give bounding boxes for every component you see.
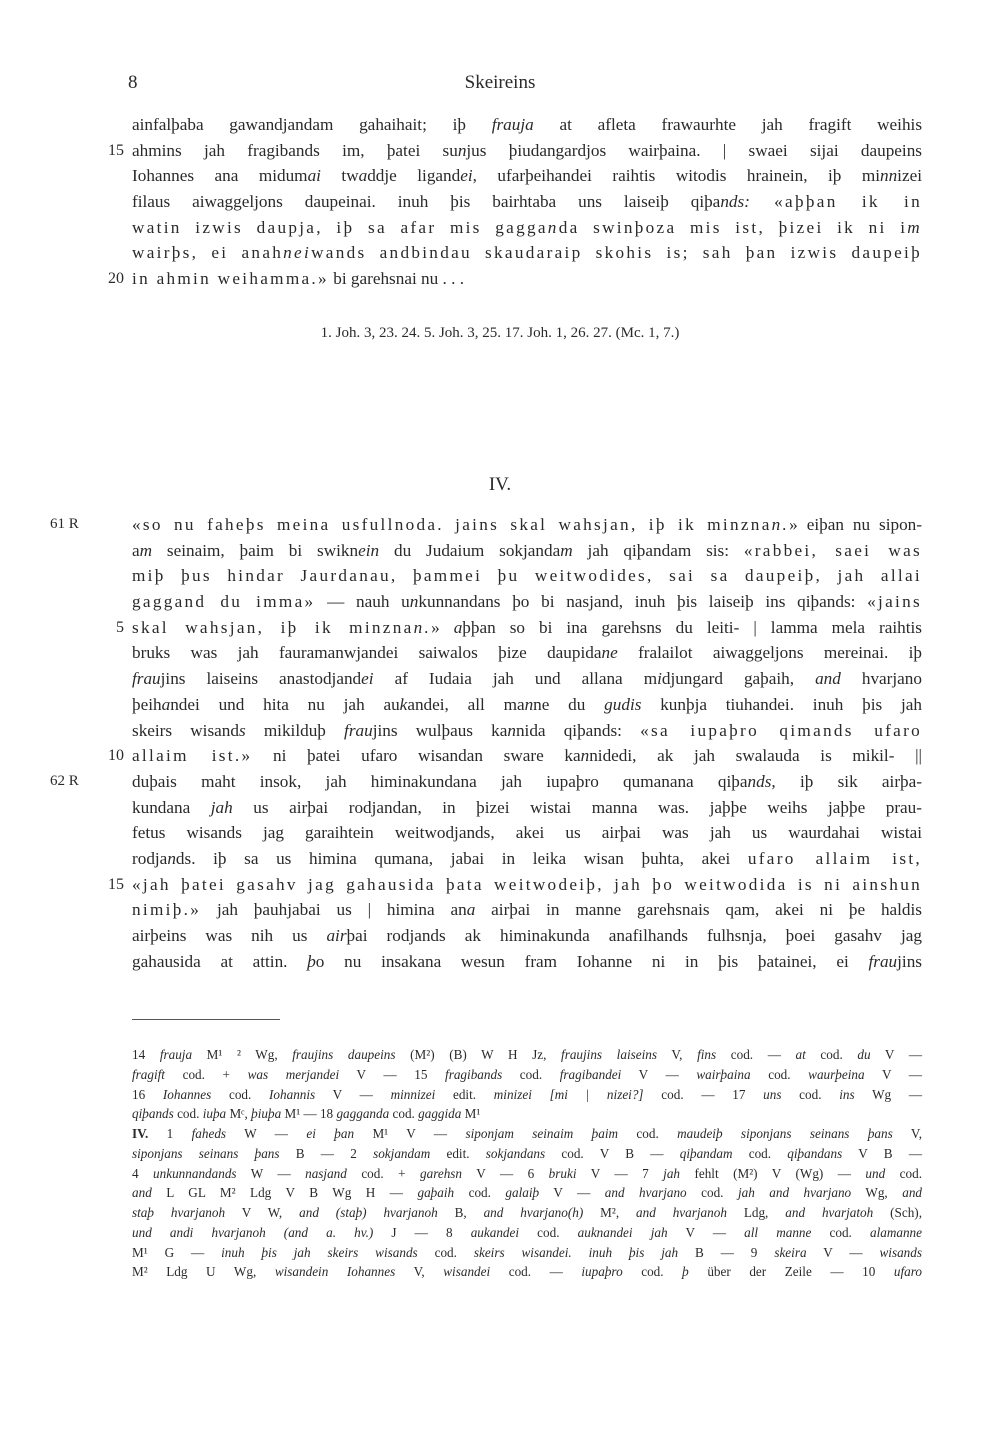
text-segment: was merjandei xyxy=(247,1066,340,1082)
footnote-line xyxy=(132,1124,922,1144)
text-segment: cod. xyxy=(454,1185,506,1201)
text-segment: Wg, xyxy=(851,1185,903,1201)
text-segment: V — xyxy=(315,1086,391,1102)
text-segment: cod. xyxy=(211,1086,270,1102)
text-segment: at xyxy=(795,1047,806,1062)
text-segment: M¹ — 18 xyxy=(281,1106,337,1122)
footnote-line xyxy=(132,1262,922,1282)
text-line xyxy=(132,240,922,266)
line-number: 15 xyxy=(108,875,124,893)
passage-1 xyxy=(108,112,923,292)
text-segment: a xyxy=(358,166,368,186)
text-segment: über der Zeile — 10 xyxy=(688,1264,894,1280)
text-segment: V — 7 xyxy=(576,1165,664,1181)
text-segment: nidedi, ak jah swalauda is mikil- || xyxy=(589,746,922,766)
text-segment: wands andbindau skaudaraip skohis is; sah þan izwis daupeiþ xyxy=(311,243,923,263)
text-segment: jins xyxy=(897,951,922,971)
text-segment: ufaro allaim ist, xyxy=(747,848,922,868)
text-segment: staþ hvarjanoh xyxy=(132,1205,226,1220)
text-segment: qiþandans xyxy=(787,1145,843,1161)
text-segment: airþeins was nih us xyxy=(132,926,327,945)
text-segment: frau xyxy=(132,669,161,689)
text-segment: und xyxy=(865,1165,886,1181)
text-segment: kunþja tiuhandei. inuh þis jah xyxy=(641,694,922,714)
text-segment: auknandei jah xyxy=(577,1224,668,1240)
text-line xyxy=(132,189,922,215)
text-line xyxy=(108,138,922,164)
text-segment: þeih xyxy=(132,694,162,714)
text-segment: jus þiudangardjos wairþaina. | swaei sijai daupeins xyxy=(466,140,922,160)
text-segment: rodja xyxy=(132,848,168,868)
text-segment: m xyxy=(907,217,922,237)
text-segment: cod. xyxy=(417,1244,474,1260)
text-segment: wisands xyxy=(879,1244,923,1260)
text-segment: edit. xyxy=(435,1086,494,1102)
text-segment: «jah þatei gasahv jag gahausida þata weitwodeiþ, jah þo weitwodida is ni ainshun xyxy=(132,874,922,894)
text-segment: and xyxy=(815,669,841,689)
text-segment: tw xyxy=(320,166,359,186)
text-segment: fraujins daupeins xyxy=(292,1047,396,1062)
text-segment: W — xyxy=(236,1165,306,1181)
text-segment: and xyxy=(132,1185,152,1201)
text-segment: bi garehsnai nu . . . xyxy=(328,269,465,289)
text-segment: qiþandam xyxy=(679,1145,733,1161)
text-segment: þ xyxy=(307,951,316,971)
text-segment: skal wahsjan, iþ ik minzna xyxy=(132,617,414,637)
text-segment: J — 8 xyxy=(373,1224,471,1240)
scripture-references: 1. Joh. 3, 23. 24. 5. Joh. 3, 25. 17. Joh. 1, 26. 27. (Mc. 1, 7.) xyxy=(320,325,680,341)
page-number: 8 xyxy=(128,72,138,93)
text-segment: nida qiþands: xyxy=(515,720,641,740)
text-segment: uns xyxy=(763,1086,782,1102)
text-segment: Mᶜ, xyxy=(226,1106,252,1122)
text-segment: kunnandans þo bi nasjand, inuh þis laiseiþ ins qiþands: xyxy=(418,592,868,612)
text-segment: and hvarjano xyxy=(604,1185,687,1201)
text-segment: cod. — 17 xyxy=(643,1086,764,1102)
text-segment: all manne xyxy=(744,1224,812,1240)
footnote-line xyxy=(132,1183,922,1203)
text-segment: und andi hvarjanoh (and a. hv.) xyxy=(132,1224,374,1240)
line-number: 10 xyxy=(108,747,124,765)
text-segment: miþ þus hindar Jaurdanau, þammei þu weitwodides, sai sa daupeiþ, jah allai xyxy=(132,566,922,586)
text-segment: wisandein Iohannes xyxy=(274,1264,396,1280)
text-segment: cod. — xyxy=(716,1047,796,1062)
text-segment: cod. xyxy=(686,1185,738,1201)
footnote-line xyxy=(132,1203,922,1223)
text-segment: bruki xyxy=(548,1165,577,1181)
text-segment: cod. xyxy=(502,1066,560,1082)
line-number: 20 xyxy=(108,270,124,288)
text-line xyxy=(132,666,922,692)
text-segment: djungard gaþaih, xyxy=(661,669,816,689)
text-segment: (Sch), xyxy=(873,1205,922,1220)
text-segment: V — xyxy=(621,1066,697,1082)
text-segment: ni þatei ufaro wisandan sware ka xyxy=(252,746,581,766)
footnote-line xyxy=(132,1243,922,1263)
text-segment: ei þan xyxy=(306,1126,355,1141)
text-segment: ins xyxy=(839,1086,855,1102)
text-segment: fralailot aiwaggeljons mereinai. iþ xyxy=(617,643,922,663)
text-segment: n xyxy=(580,746,590,766)
footnote-line xyxy=(132,1223,922,1243)
text-segment: qiþands xyxy=(132,1106,174,1122)
footnote-line xyxy=(132,1164,922,1184)
text-segment: wairþs, ei anah xyxy=(132,243,284,263)
text-segment: and hvarjano(h) xyxy=(483,1205,584,1220)
text-segment: at afleta frawaurhte jah fragift weihis xyxy=(533,115,923,134)
text-segment: þþan so bi ina garehsns du leiti- | lamma mela raihtis xyxy=(462,617,922,637)
line-number: 15 xyxy=(108,141,124,159)
text-segment: B — 9 xyxy=(678,1244,775,1260)
text-segment: V — 15 xyxy=(339,1066,446,1082)
text-segment: af Iudaia jah und allana m xyxy=(373,669,658,689)
text-segment: and (staþ) hvarjanoh xyxy=(299,1205,438,1220)
text-segment: fragibands xyxy=(445,1066,503,1082)
text-segment: sokjandam xyxy=(373,1145,431,1161)
footnote-line xyxy=(132,1144,922,1164)
text-line xyxy=(132,718,922,744)
text-segment: cod. xyxy=(750,1066,809,1082)
text-segment: frauja xyxy=(491,115,534,134)
text-segment: nds: xyxy=(720,192,750,212)
text-segment: ds. iþ sa us himina qumana, jabai in leika wisan þuhta, akei xyxy=(175,848,748,868)
text-segment: M¹ ² Wg, xyxy=(192,1047,293,1062)
text-segment: V — xyxy=(870,1047,923,1062)
text-segment: «jains xyxy=(867,592,922,612)
text-segment: bruks was jah fauramanwjandei saiwalos þize daupida xyxy=(132,643,602,663)
text-segment: sokjandans xyxy=(485,1145,546,1161)
text-line xyxy=(132,949,922,975)
text-segment: ei xyxy=(460,166,473,186)
text-segment: gudis xyxy=(604,694,642,714)
footnote-line xyxy=(132,1085,922,1105)
running-title: Skeireins xyxy=(464,72,536,93)
text-segment: M² Ldg U Wg, xyxy=(132,1264,275,1280)
text-line xyxy=(132,640,922,666)
text-segment: V — 6 xyxy=(462,1165,549,1181)
text-segment: cod. xyxy=(618,1126,678,1141)
text-segment: fetus wisands jag garaihtein weitwodjands, akei us airþai was jah us waurdahai wistai xyxy=(132,823,922,843)
text-line xyxy=(132,820,922,846)
text-line xyxy=(132,923,922,949)
text-segment: izei xyxy=(897,166,922,186)
text-segment: V — xyxy=(864,1066,923,1082)
text-segment: skeira xyxy=(774,1244,807,1260)
text-segment: in ahmin weihamma.» xyxy=(132,269,329,289)
text-segment: L GL M² Ldg V B Wg H — xyxy=(151,1185,418,1201)
text-line xyxy=(132,795,922,821)
text-segment: watin izwis daupja, iþ sa afar mis gagga xyxy=(132,217,548,237)
text-segment: cod. xyxy=(622,1264,683,1280)
text-segment: cod. V B — xyxy=(545,1145,680,1161)
text-segment: cod. xyxy=(811,1224,870,1240)
text-segment: n xyxy=(167,848,176,868)
text-segment: gaggand du imma» xyxy=(132,592,316,612)
text-line xyxy=(132,589,922,615)
text-segment: V — xyxy=(539,1185,605,1201)
text-segment: n. xyxy=(413,617,432,637)
passage-2 xyxy=(50,512,923,974)
text-line xyxy=(132,215,922,241)
text-line xyxy=(132,163,922,189)
text-segment: k xyxy=(399,694,408,714)
text-line xyxy=(116,615,922,641)
text-line xyxy=(132,897,922,923)
text-segment: minnizei xyxy=(390,1086,436,1102)
text-segment: n xyxy=(457,140,467,160)
footnote-line xyxy=(132,1045,922,1065)
text-segment: fraujins laiseins xyxy=(561,1047,657,1062)
text-segment: þiuþa xyxy=(251,1106,282,1122)
text-segment: » eiþan nu sipon- xyxy=(789,515,922,534)
text-segment: a xyxy=(132,540,140,560)
text-segment: ufaro xyxy=(893,1264,922,1280)
text-segment: a xyxy=(466,900,476,920)
text-segment: du Judaium sokjanda xyxy=(379,540,561,560)
text-segment: nasjand xyxy=(305,1165,347,1181)
text-segment: jah qiþandam sis: xyxy=(572,540,744,560)
text-segment: n xyxy=(507,720,516,740)
text-segment: nn xyxy=(879,166,898,186)
text-segment: V, xyxy=(892,1126,922,1141)
margin-folio: 61 R xyxy=(50,516,79,532)
text-segment: 1 xyxy=(148,1126,192,1141)
text-segment: B, xyxy=(437,1205,484,1220)
text-segment: 14 xyxy=(132,1047,160,1062)
text-segment: Iohannis xyxy=(269,1086,316,1102)
text-segment: fins xyxy=(697,1047,717,1062)
section-heading: IV. xyxy=(488,474,512,495)
text-segment: fragift xyxy=(132,1066,165,1082)
text-segment: m xyxy=(560,540,573,560)
text-segment: 4 xyxy=(132,1165,154,1181)
text-segment: gagganda xyxy=(336,1106,390,1122)
text-segment: Iohannes xyxy=(162,1086,212,1102)
text-segment: jah þauhjabai us | himina an xyxy=(201,900,467,920)
text-segment: n xyxy=(409,592,419,612)
text-segment: , iþ sik airþa- xyxy=(771,771,922,791)
text-segment: cod. xyxy=(173,1106,203,1122)
text-segment: IV. xyxy=(132,1126,149,1141)
text-segment: n xyxy=(524,694,534,714)
text-line xyxy=(132,563,922,589)
text-segment: ein xyxy=(358,540,380,560)
text-segment: V — xyxy=(667,1224,745,1240)
text-segment: nimiþ.» xyxy=(132,900,202,920)
text-segment: filaus aiwaggeljons daupeinai. inuh þis bairhtaba uns laiseiþ qiþa xyxy=(132,192,721,212)
text-segment: jins laiseins anastodjand xyxy=(160,669,362,689)
text-segment: » xyxy=(431,617,454,637)
text-segment: «aþþan ik in xyxy=(749,192,922,212)
text-segment: us airþai rodjandan, in þizei wistai manna was. jaþþe weihs jaþþe prau- xyxy=(232,797,922,817)
text-line xyxy=(108,266,922,292)
text-segment: and xyxy=(902,1185,922,1201)
text-segment: cod. xyxy=(732,1145,788,1161)
text-segment: M², xyxy=(583,1205,637,1220)
text-segment xyxy=(572,1245,589,1260)
text-segment: m xyxy=(139,540,153,560)
line-number: 5 xyxy=(116,618,124,636)
text-segment: frauja xyxy=(159,1047,193,1062)
text-line xyxy=(108,872,922,898)
text-segment: mikilduþ xyxy=(245,720,345,740)
text-segment: ndei und hita nu jah au xyxy=(170,694,400,714)
text-segment: cod. xyxy=(781,1086,840,1102)
text-segment: cod. xyxy=(885,1165,922,1181)
text-segment: ei xyxy=(361,669,374,689)
text-segment: garehsn xyxy=(420,1165,463,1181)
text-segment: inuh þis jah xyxy=(588,1244,679,1260)
text-segment: and hvarjanoh xyxy=(636,1205,727,1220)
text-segment: þ xyxy=(682,1264,689,1280)
text-segment: Iohannes ana midum xyxy=(132,166,308,186)
text-segment: i xyxy=(657,669,662,689)
text-segment: cod. xyxy=(519,1224,578,1240)
text-segment: s xyxy=(238,720,246,740)
text-segment: iuþa xyxy=(202,1106,227,1122)
footnotes xyxy=(132,1045,922,1282)
text-segment: — nauh u xyxy=(315,592,410,612)
text-segment: gaþaih xyxy=(417,1185,455,1201)
text-segment: jah and hvarjano xyxy=(737,1185,852,1201)
text-segment: aukandei xyxy=(470,1224,520,1240)
text-line xyxy=(108,743,922,769)
text-segment: Wg — xyxy=(854,1086,923,1102)
text-segment: faheds xyxy=(191,1126,227,1141)
text-segment: skeirs wisandei. xyxy=(473,1244,572,1260)
text-segment: skeirs wisand xyxy=(132,720,239,740)
text-segment: V W, xyxy=(225,1205,300,1220)
text-segment: M¹ xyxy=(461,1106,481,1122)
text-segment: ainfalþaba gawandjandam gahaihait; iþ xyxy=(132,115,492,134)
text-segment: cod. — xyxy=(490,1264,582,1280)
text-segment: M¹ V — xyxy=(354,1126,466,1141)
text-line xyxy=(50,769,922,795)
text-line xyxy=(132,112,922,138)
text-segment: M¹ G — xyxy=(132,1244,222,1260)
text-segment: andei, all ma xyxy=(407,694,525,714)
text-segment: kundana xyxy=(132,797,211,817)
text-segment: V, xyxy=(656,1047,698,1062)
text-segment: ddje ligand xyxy=(367,166,461,186)
text-segment: cod. + xyxy=(164,1066,248,1082)
text-segment: V B — xyxy=(842,1145,923,1161)
text-segment: and hvarjatoh xyxy=(785,1205,874,1220)
text-segment: nds xyxy=(747,771,772,791)
text-segment: maudeiþ siponjans seinans þans xyxy=(677,1126,893,1141)
text-segment: ne du xyxy=(533,694,605,714)
text-segment: Ldg, xyxy=(726,1205,786,1220)
text-segment: gahausida at attin. xyxy=(132,951,308,971)
text-segment: wisandei xyxy=(443,1264,491,1280)
text-segment: n. xyxy=(771,515,790,534)
text-segment: gaggida xyxy=(418,1106,462,1122)
text-segment: seinaim, þaim bi swikn xyxy=(152,540,359,560)
text-segment: nei xyxy=(283,243,312,263)
footnote-rule xyxy=(132,1019,280,1020)
footnote-line xyxy=(132,1104,922,1124)
footnote-line xyxy=(132,1065,922,1085)
text-segment: ahmins jah fragibands im, þatei su xyxy=(132,140,458,160)
text-segment: wairþaina xyxy=(696,1066,751,1082)
text-segment: fehlt (M²) V (Wg) — xyxy=(680,1165,866,1181)
text-segment: þai rodjands ak himinakunda anafilhands fulhsnja, þoei gasahv jag xyxy=(346,926,922,945)
text-segment: siponjans seinans þans xyxy=(132,1145,280,1161)
text-segment: fragibandei xyxy=(559,1066,622,1082)
text-line xyxy=(132,846,922,872)
text-segment: air xyxy=(326,926,347,945)
text-segment: n xyxy=(547,217,559,237)
text-segment: edit. xyxy=(430,1145,486,1161)
text-segment: 16 xyxy=(132,1086,163,1102)
margin-folio: 62 R xyxy=(50,772,79,789)
text-segment: alamanne xyxy=(869,1224,922,1240)
text-segment: du xyxy=(857,1047,871,1062)
text-segment: hvarjano xyxy=(840,669,922,689)
text-segment: B — 2 xyxy=(279,1145,374,1161)
text-segment: unkunnandands xyxy=(153,1165,237,1181)
text-segment: da swinþoza mis ist, þizei ik ni i xyxy=(558,217,908,237)
text-segment: siponjam seinaim þaim xyxy=(465,1126,619,1141)
text-segment: frau xyxy=(344,720,373,740)
text-segment: a xyxy=(161,694,171,714)
text-segment: inuh þis jah skeirs wisands xyxy=(221,1244,418,1260)
text-segment: waurþeina xyxy=(808,1066,865,1082)
text-segment: ai xyxy=(307,166,321,186)
text-segment: minizei [mi | nizei?] xyxy=(493,1086,644,1102)
text-segment: «rabbei, saei was xyxy=(743,540,923,560)
text-line xyxy=(50,512,922,538)
text-segment: , ufarþeihandei raihtis witodis hrainein, iþ mi xyxy=(472,166,880,186)
text-segment: cod. + xyxy=(346,1165,421,1181)
text-segment: (M²) (B) W H Jz, xyxy=(395,1047,562,1062)
text-segment: galaiþ xyxy=(505,1185,540,1201)
text-segment: W — xyxy=(226,1126,307,1141)
text-segment: o nu insakana wesun fram Iohanne ni in þis þatainei, ei xyxy=(315,951,869,971)
text-segment: iupaþro xyxy=(581,1264,623,1280)
text-segment: jah xyxy=(663,1165,681,1181)
text-segment: frau xyxy=(868,951,898,971)
text-segment: ne xyxy=(601,643,618,663)
running-header xyxy=(0,72,1000,96)
text-segment: allaim ist.» xyxy=(132,746,253,766)
text-segment: «sa iupaþro qimands ufaro xyxy=(640,720,922,740)
text-segment: jins wulþaus ka xyxy=(372,720,508,740)
text-segment: jah xyxy=(210,797,233,817)
text-line xyxy=(132,692,922,718)
text-segment: «so nu faheþs meina usfullnoda. jains skal wahsjan, iþ ik minzna xyxy=(132,515,772,534)
text-segment: V — xyxy=(806,1244,880,1260)
text-segment: cod. xyxy=(389,1106,419,1122)
text-segment: airþai in manne garehsnais qam, akei ni þe haldis xyxy=(475,900,922,920)
text-segment: V, xyxy=(395,1264,444,1280)
text-segment: cod. xyxy=(805,1047,858,1062)
text-segment: duþais maht insok, jah himinakundana jah iupaþro qumanana qiþa xyxy=(132,771,748,791)
text-segment: a xyxy=(453,617,463,637)
text-line xyxy=(132,538,922,564)
